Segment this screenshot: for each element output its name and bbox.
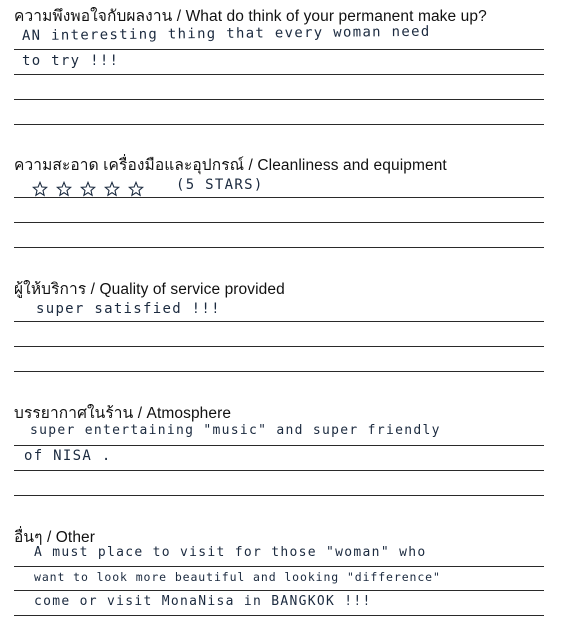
question-label — [14, 157, 447, 175]
question-thai: ความพึงพอใจกับผลงาน — [14, 8, 173, 25]
ruled-line — [14, 197, 544, 198]
ruled-line — [14, 470, 544, 471]
question-english: / What do think of your permanent make up? — [176, 8, 487, 25]
question-label — [14, 281, 285, 299]
answer-line: to try !!! — [22, 53, 120, 69]
answer-line: super satisfied !!! — [36, 301, 221, 317]
answer-line: super entertaining "music" and super friendly — [30, 423, 441, 438]
ruled-line — [14, 99, 544, 100]
ruled-line — [14, 566, 544, 567]
question-thai: ผู้ให้บริการ — [14, 281, 87, 298]
star-icon — [32, 181, 48, 197]
question-thai: ความสะอาด เครื่องมือและอุปกรณ์ — [14, 157, 245, 174]
question-english: / Atmosphere — [137, 405, 232, 422]
stars-group — [32, 181, 144, 197]
ruled-line — [14, 615, 544, 616]
question-thai: อื่นๆ — [14, 529, 43, 546]
star-icon — [128, 181, 144, 197]
ruled-line — [14, 346, 544, 347]
ruled-line — [14, 445, 544, 446]
ruled-line — [14, 495, 544, 496]
ruled-line — [14, 74, 544, 75]
ruled-line — [14, 49, 544, 50]
ruled-line — [14, 321, 544, 322]
question-thai: บรรยากาศในร้าน — [14, 405, 134, 422]
question-english: / Cleanliness and equipment — [248, 157, 447, 174]
answer-line: AN interesting thing that every woman need — [21, 23, 431, 44]
question-english: / Other — [46, 529, 96, 546]
ruled-line — [14, 371, 544, 372]
answer-line: want to look more beautiful and looking "difference" — [34, 570, 441, 584]
answer-line: A must place to visit for those "woman" who — [34, 545, 427, 560]
answer-line: come or visit MonaNisa in BANGKOK !!! — [34, 594, 372, 609]
star-icon — [80, 181, 96, 197]
ruled-line — [14, 222, 544, 223]
ruled-line — [14, 247, 544, 248]
star-icon — [56, 181, 72, 197]
star-icon — [104, 181, 120, 197]
ruled-line — [14, 590, 544, 591]
star-rating — [14, 175, 314, 195]
ruled-line — [14, 124, 544, 125]
answer-line: of NISA . — [24, 448, 112, 464]
rating-note: (5 STARS) — [176, 177, 264, 193]
question-label — [14, 405, 231, 423]
question-english: / Quality of service provided — [90, 281, 285, 298]
